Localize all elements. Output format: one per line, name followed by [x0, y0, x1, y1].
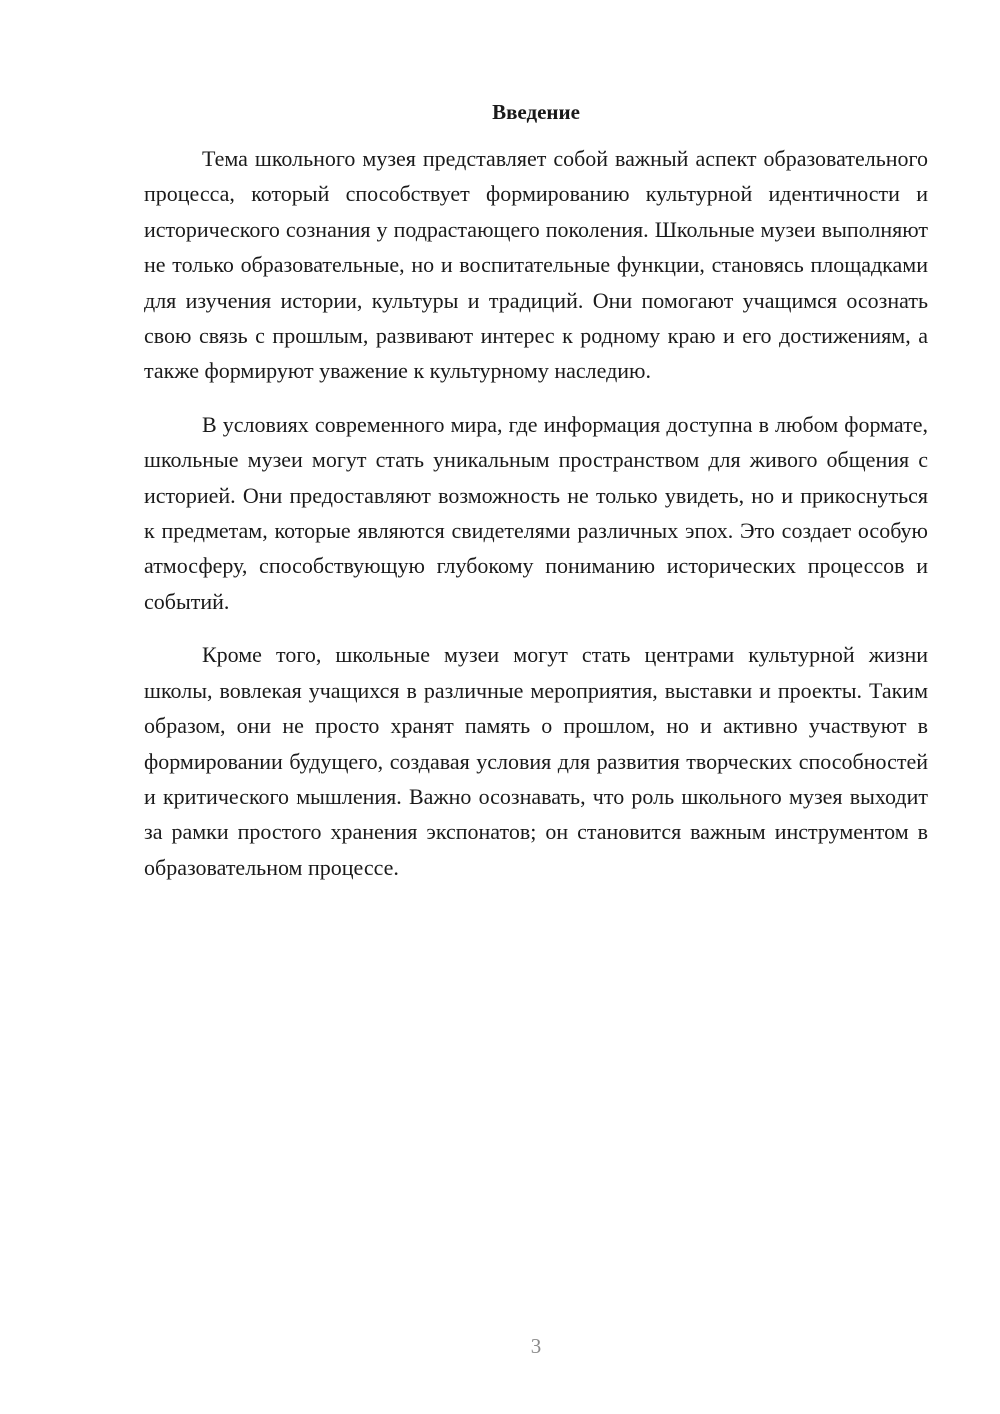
body-text: [144, 141, 928, 903]
paragraph-2: В условиях современного мира, где информация доступна в любом формате, школьные музеи могут стать уникальным пространством для живого общения с историей. Они предоставляют возможность не только увидеть, но и прикоснуться к предметам, которые являются свидетелями различных эпох. Это создает особую атмосферу, способствующую глубокому пониманию исторических процессов и событий.: [144, 411, 928, 614]
document-page: [144, 0, 928, 1414]
section-title: Введение: [492, 100, 580, 124]
page-number: 3: [530, 1334, 542, 1358]
paragraph-3: Кроме того, школьные музеи могут стать центрами культурной жизни школы, вовлекая учащихся в различные мероприятия, выставки и проекты. Таким образом, они не просто хранят память о прошлом, но и активно участвуют в формировании будущего, создавая условия для развития творческих способностей и критического мышления. Важно осознавать, что роль школьного музея выходит за рамки простого хранения экспонатов; он становится важным инструментом в образовательном процессе.: [144, 642, 928, 880]
paragraph-1: Тема школьного музея представляет собой важный аспект образовательного процесса, который способствует формированию культурной идентичности и исторического сознания у подрастающего поколения. Школьные музеи выполняют не только образовательные, но и воспитательные функции, становясь площадками для изучения истории, культуры и традиций. Они помогают учащимся осознать свою связь с прошлым, развивают интерес к родному краю и его достижениям, а также формируют уважение к культурному наследию.: [144, 146, 928, 384]
